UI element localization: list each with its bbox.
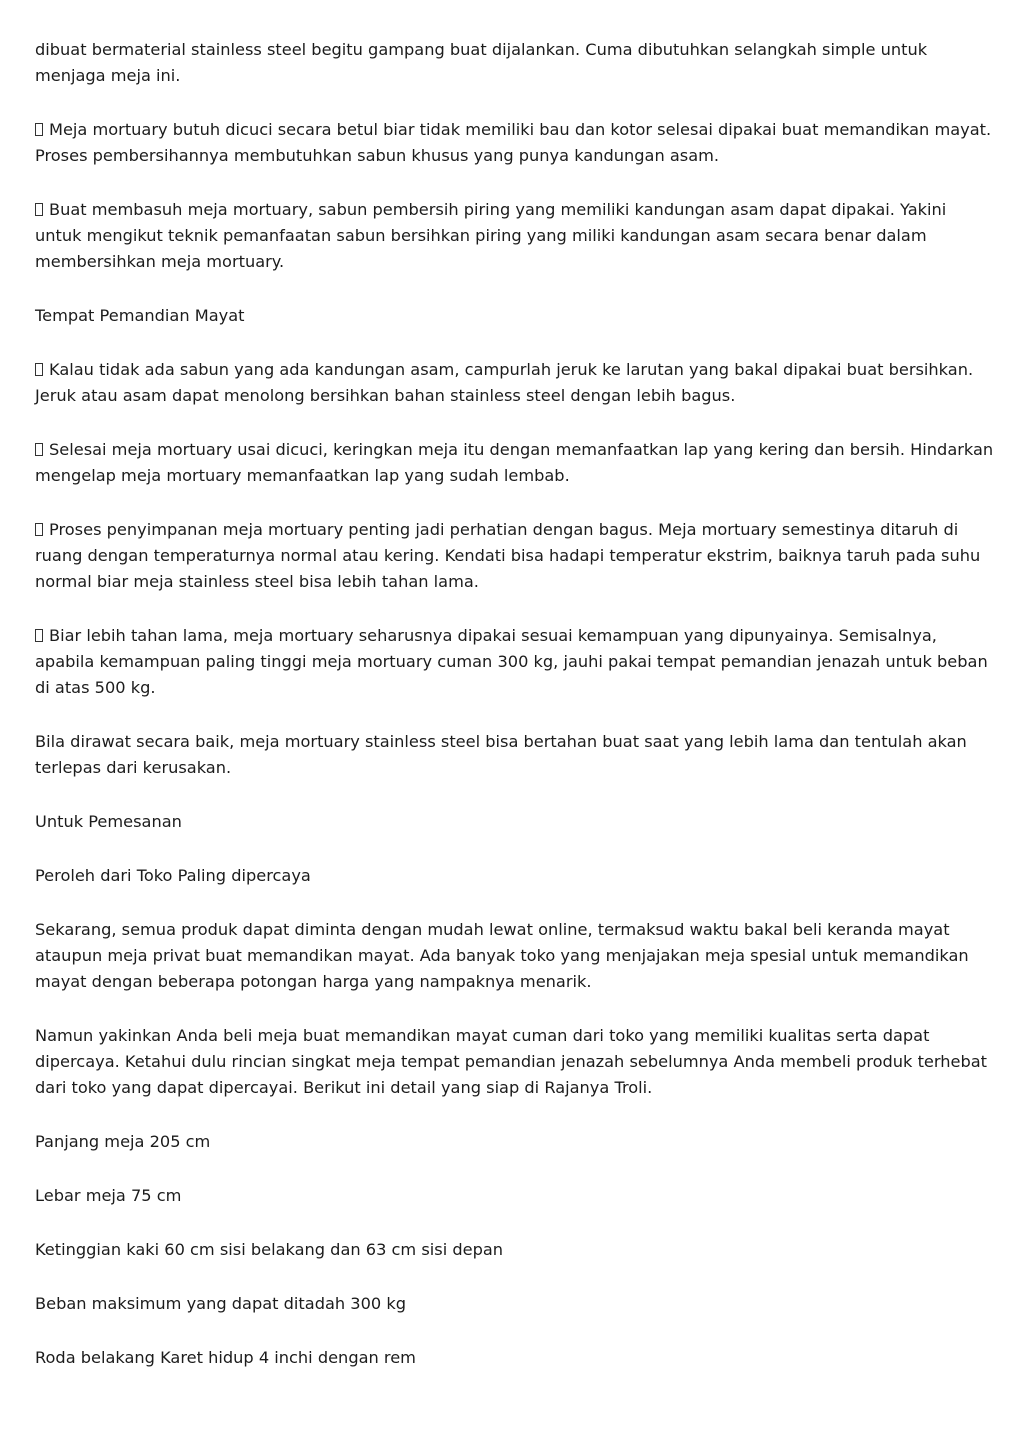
paragraph-5 xyxy=(35,437,997,489)
paragraph-text: dibuat bermaterial stainless steel begitu gampang buat dijalankan. Cuma dibutuhkan selangkah simple untuk menjaga meja ini. xyxy=(35,40,928,85)
paragraph-text: Buat membasuh meja mortuary, sabun pembersih piring yang memiliki kandungan asam dapat dipakai. Yakini untuk mengikut teknik pemanfaatan sabun bersihkan piring yang miliki kandungan asam secara benar dalam membersihkan meja mortuary. xyxy=(35,200,947,271)
paragraph-3 xyxy=(35,303,997,329)
spec-leg-height xyxy=(35,1237,997,1263)
paragraph-10 xyxy=(35,863,997,889)
bullet-box-icon xyxy=(35,629,43,642)
spec-text: Roda belakang Karet hidup 4 inchi dengan rem xyxy=(35,1348,416,1367)
spec-text: Beban maksimum yang dapat ditadah 300 kg xyxy=(35,1294,406,1313)
section-heading: Peroleh dari Toko Paling dipercaya xyxy=(35,866,311,885)
paragraph-text: Proses penyimpanan meja mortuary penting jadi perhatian dengan bagus. Meja mortuary semestinya ditaruh di ruang dengan temperaturnya normal atau kering. Kendati bisa hadapi temperatur ekstrim, baiknya taruh pada suhu normal biar meja stainless steel bisa lebih tahan lama. xyxy=(35,520,981,591)
spec-text: Ketinggian kaki 60 cm sisi belakang dan 63 cm sisi depan xyxy=(35,1240,504,1259)
paragraph-6 xyxy=(35,517,997,595)
paragraph-0 xyxy=(35,37,997,89)
spec-max-load xyxy=(35,1291,997,1317)
bullet-box-icon xyxy=(35,523,43,536)
spec-text: Panjang meja 205 cm xyxy=(35,1132,211,1151)
paragraph-text: Sekarang, semua produk dapat diminta dengan mudah lewat online, termaksud waktu bakal beli keranda mayat ataupun meja privat buat memandikan mayat. Ada banyak toko yang menjajakan meja spesial untuk memandikan mayat dengan beberapa potongan harga yang nampaknya menarik. xyxy=(35,920,969,991)
paragraph-text: Biar lebih tahan lama, meja mortuary seharusnya dipakai sesuai kemampuan yang dipunyainya. Semisalnya, apabila kemampuan paling tinggi meja mortuary cuman 300 kg, jauhi pakai tempat pemandian jenazah untuk beban di atas 500 kg. xyxy=(35,626,988,697)
bullet-box-icon xyxy=(35,203,43,216)
paragraph-2 xyxy=(35,197,997,275)
spec-text: Lebar meja 75 cm xyxy=(35,1186,182,1205)
section-heading: Tempat Pemandian Mayat xyxy=(35,306,245,325)
paragraph-text: Kalau tidak ada sabun yang ada kandungan asam, campurlah jeruk ke larutan yang bakal dipakai buat bersihkan. Jeruk atau asam dapat menolong bersihkan bahan stainless steel dengan lebih bagus. xyxy=(35,360,974,405)
spec-length xyxy=(35,1129,997,1155)
spec-width xyxy=(35,1183,997,1209)
spec-rear-wheel xyxy=(35,1345,997,1371)
paragraph-text: Selesai meja mortuary usai dicuci, keringkan meja itu dengan memanfaatkan lap yang kering dan bersih. Hindarkan mengelap meja mortuary memanfaatkan lap yang sudah lembab. xyxy=(35,440,994,485)
paragraph-1 xyxy=(35,117,997,169)
bullet-box-icon xyxy=(35,443,43,456)
bullet-box-icon xyxy=(35,363,43,376)
paragraph-text: Meja mortuary butuh dicuci secara betul biar tidak memiliki bau dan kotor selesai dipakai buat memandikan mayat. Proses pembersihannya membutuhkan sabun khusus yang punya kandungan asam. xyxy=(35,120,992,165)
paragraph-12 xyxy=(35,1023,997,1101)
paragraph-7 xyxy=(35,623,997,701)
paragraph-text: Bila dirawat secara baik, meja mortuary stainless steel bisa bertahan buat saat yang lebih lama dan tentulah akan terlepas dari kerusakan. xyxy=(35,732,967,777)
bullet-box-icon xyxy=(35,123,43,136)
paragraph-8 xyxy=(35,729,997,781)
paragraph-4 xyxy=(35,357,997,409)
section-heading: Untuk Pemesanan xyxy=(35,812,182,831)
paragraph-9 xyxy=(35,809,997,835)
document-body xyxy=(35,37,997,1399)
paragraph-text: Namun yakinkan Anda beli meja buat memandikan mayat cuman dari toko yang memiliki kualitas serta dapat dipercaya. Ketahui dulu rincian singkat meja tempat pemandian jenazah sebelumnya Anda membeli produk terhebat dari toko yang dapat dipercayai. Berikut ini detail yang siap di Rajanya Troli. xyxy=(35,1026,988,1097)
paragraph-11 xyxy=(35,917,997,995)
